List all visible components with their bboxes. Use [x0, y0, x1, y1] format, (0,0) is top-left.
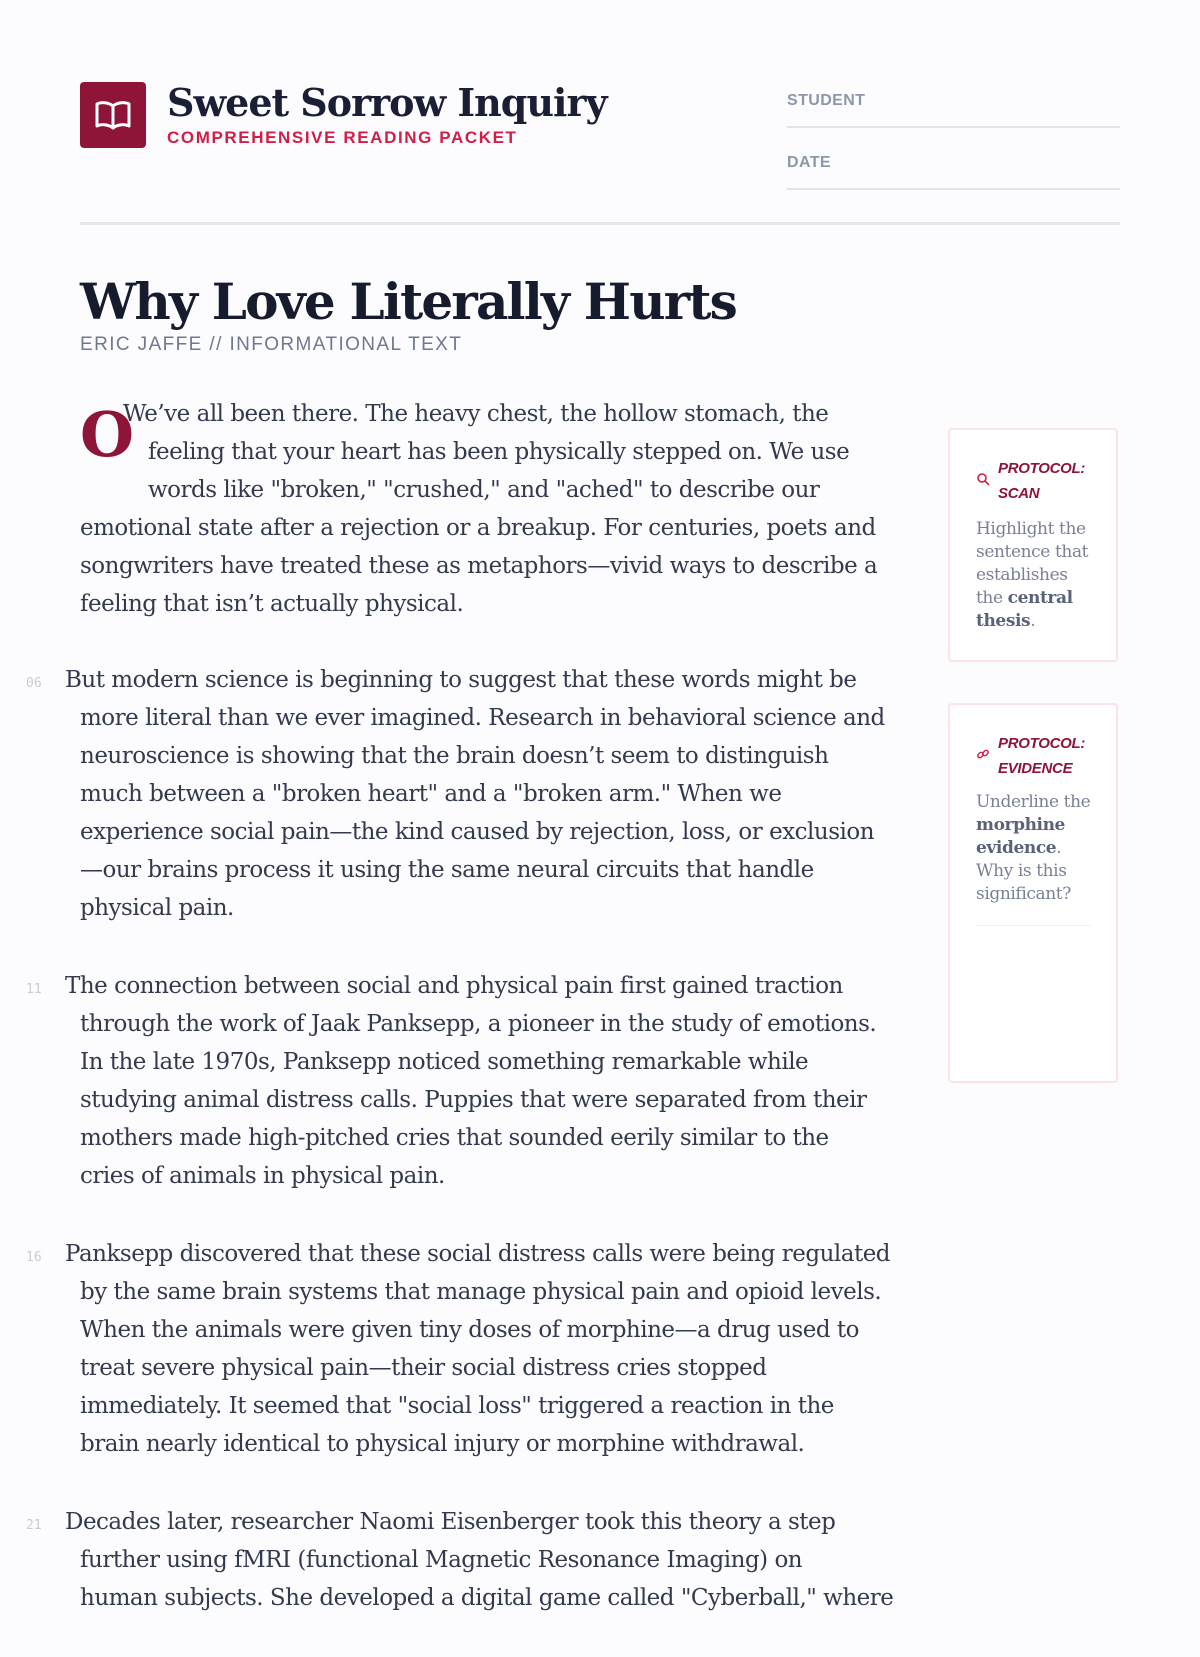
text-line: cries of animals in physical pain. [80, 1163, 445, 1189]
packet-header [80, 82, 1120, 225]
protocol-scan-header [976, 456, 1085, 506]
paragraph-3 [26, 967, 880, 1195]
text-line: mothers made high-pitched cries that sounded eerily similar to the [80, 1125, 829, 1151]
text-line: Panksepp discovered that these social distress calls were being regulated [65, 1241, 891, 1267]
line-number: 11 [26, 982, 42, 997]
text-line: In the late 1970s, Panksepp noticed something remarkable while [80, 1049, 809, 1075]
text-line: further using fMRI (functional Magnetic Resonance Imaging) on [80, 1547, 803, 1573]
text-line: experience social pain—the kind caused by rejection, loss, or exclusion [80, 819, 875, 845]
answer-line[interactable] [976, 925, 1091, 926]
article-byline: ERIC JAFFE // INFORMATIONAL TEXT [80, 334, 463, 355]
protocol-evidence-header [976, 731, 1085, 781]
text-line: studying animal distress calls. Puppies that were separated from their [80, 1087, 867, 1113]
text-line: Decades later, researcher Naomi Eisenberger took this theory a step [65, 1509, 836, 1535]
protocol-scan-label [998, 456, 1085, 506]
brand-title: Sweet Sorrow Inquiry [167, 80, 607, 125]
text-line: feeling that isn’t actually physical. [80, 591, 464, 617]
protocol-name: EVIDENCE [998, 760, 1073, 777]
text-line: human subjects. She developed a digital game called "Cyberball," where [80, 1585, 894, 1611]
paragraph-4 [26, 1235, 891, 1463]
line-number: 21 [26, 1518, 42, 1533]
open-book-icon [94, 99, 132, 131]
line-number: 16 [26, 1250, 42, 1265]
paragraph-1 [80, 395, 880, 623]
text-line: more literal than we ever imagined. Research in behavioral science and [80, 705, 885, 731]
date-label: DATE [787, 154, 831, 171]
protocol-evidence-card [948, 703, 1118, 1083]
protocol-evidence-text: Underline the morphine evidence. Why is this significant? [976, 792, 1091, 904]
date-field[interactable] [787, 144, 1120, 190]
link-icon [976, 747, 990, 761]
protocol-scan-text: Highlight the sentence that establishes the central thesis. [976, 519, 1089, 631]
text-line: emotional state after a rejection or a breakup. For centuries, poets and [80, 515, 876, 541]
text-line: feeling that your heart has been physically stepped on. We use [148, 439, 850, 465]
text-line: —our brains process it using the same neural circuits that handle [80, 857, 814, 883]
text-line: words like "broken," "crushed," and "ached" to describe our [148, 477, 820, 503]
protocol-evidence-label [998, 731, 1085, 781]
dropcap: O [80, 398, 134, 471]
article-body [26, 395, 894, 1657]
text-line: neuroscience is showing that the brain doesn’t seem to distinguish [80, 743, 829, 769]
text-line: immediately. It seemed that "social loss" triggered a reaction in the [80, 1393, 834, 1419]
text-line: The connection between social and physical pain first gained traction [65, 973, 843, 999]
text-line: treat severe physical pain—their social distress cries stopped [80, 1355, 767, 1381]
search-icon [976, 472, 990, 486]
paragraph-2 [26, 661, 885, 927]
article-title: Why Love Literally Hurts [80, 272, 736, 331]
text-line: much between a "broken heart" and a "broken arm." When we [80, 781, 782, 807]
text-line: brain nearly identical to physical injury or morphine withdrawal. [80, 1431, 805, 1457]
text-line: by the same brain systems that manage physical pain and opioid levels. [80, 1279, 882, 1305]
text-line: We’ve all been there. The heavy chest, the hollow stomach, the [123, 401, 829, 427]
text-line: physical pain. [80, 895, 234, 921]
student-field[interactable] [787, 82, 1120, 128]
text-line: songwriters have treated these as metaphors—vivid ways to describe a [80, 553, 878, 579]
protocol-name: SCAN [998, 485, 1040, 502]
brand-subtitle: COMPREHENSIVE READING PACKET [167, 128, 518, 147]
logo [80, 82, 146, 148]
student-label: STUDENT [787, 92, 866, 109]
text-line: through the work of Jaak Panksepp, a pioneer in the study of emotions. [80, 1011, 877, 1037]
protocol-label-line: PROTOCOL: [998, 460, 1086, 477]
text-line: When the animals were given tiny doses of morphine—a drug used to [80, 1317, 859, 1343]
protocol-scan-card [948, 428, 1118, 662]
text-line: But modern science is beginning to suggest that these words might be [65, 667, 857, 693]
line-number: 06 [26, 676, 42, 691]
protocol-label-line: PROTOCOL: [998, 735, 1086, 752]
